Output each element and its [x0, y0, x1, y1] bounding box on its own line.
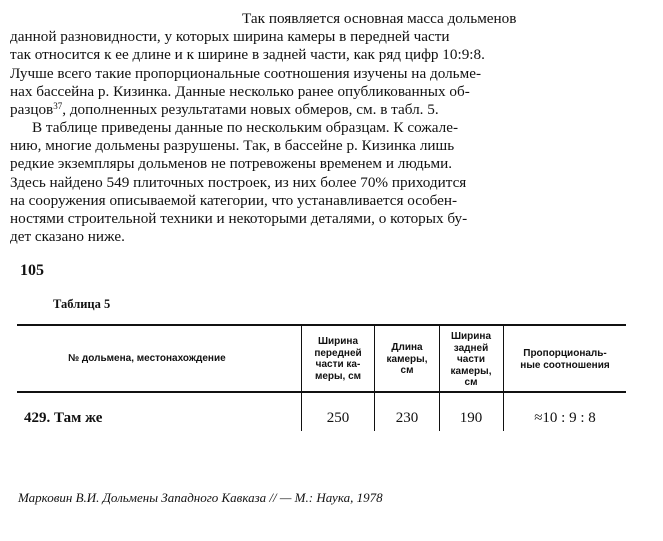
table-top-rule — [17, 324, 626, 326]
text-line: дет сказано ниже. — [10, 228, 125, 246]
column-divider — [301, 326, 302, 431]
header-length: Длина камеры, см — [386, 342, 428, 376]
cell-ratio: ≈10 : 9 : 8 — [534, 410, 596, 426]
cell-back-width: 190 — [459, 410, 483, 426]
cell-dolmen: 429. Там же — [24, 410, 103, 426]
cell-length: 230 — [395, 410, 419, 426]
text-line: нах бассейна р. Кизинка. Данные несколько ранее опубликованных об- — [10, 82, 470, 100]
cell-front-width: 250 — [326, 410, 350, 426]
text-line: редкие экземпляры дольменов не потревожены временем и людьми. — [10, 155, 453, 173]
text-line: Здесь найдено 549 плиточных построек, из них более 70% приходится — [10, 173, 467, 191]
header-front-width: Ширина передней части ка- меры, см — [314, 336, 362, 382]
text-line-with-footnote — [10, 101, 610, 119]
header-ratio: Пропорциональ- ные соотношения — [520, 348, 610, 371]
paragraph-2 — [10, 119, 610, 246]
text-line: нию, многие дольмены разрушены. Так, в бассейне р. Кизинка лишь — [10, 137, 455, 155]
text-line: так относится к ее длине и к ширине в задней части, как ряд цифр 10:9:8. — [10, 46, 485, 64]
page-number: 105 — [20, 262, 44, 279]
header-dolmen: № дольмена, местонахождение — [68, 353, 226, 364]
text-fragment: разцов — [10, 101, 54, 119]
text-line: данной разновидности, у которых ширина камеры в передней части — [10, 28, 450, 46]
column-divider — [374, 326, 375, 431]
paragraph-1 — [10, 10, 610, 119]
text-line: ностями строительной техники и некоторыми деталями, о которых бу- — [10, 210, 468, 228]
source-caption: Марковин В.И. Дольмены Западного Кавказа // — М.: Наука, 1978 — [18, 490, 383, 505]
table-title: Таблица 5 — [53, 297, 111, 311]
text-line: на сооружения описываемой категории, что устанавливается особен- — [10, 191, 458, 209]
text-fragment: , дополненных результатами новых обмеров, см. в табл. 5. — [62, 101, 439, 119]
header-back-width: Ширина задней части камеры, см — [450, 331, 492, 388]
text-line: Лучше всего такие пропорциональные соотношения изучены на дольме- — [10, 64, 482, 82]
table-header-rule — [17, 391, 626, 393]
footnote-ref: 37 — [53, 101, 63, 112]
column-divider — [439, 326, 440, 431]
text-line: Так появляется основная масса дольменов — [242, 10, 517, 27]
text-line: В таблице приведены данные по нескольким образцам. К сожале- — [32, 119, 459, 136]
column-divider — [503, 326, 504, 431]
